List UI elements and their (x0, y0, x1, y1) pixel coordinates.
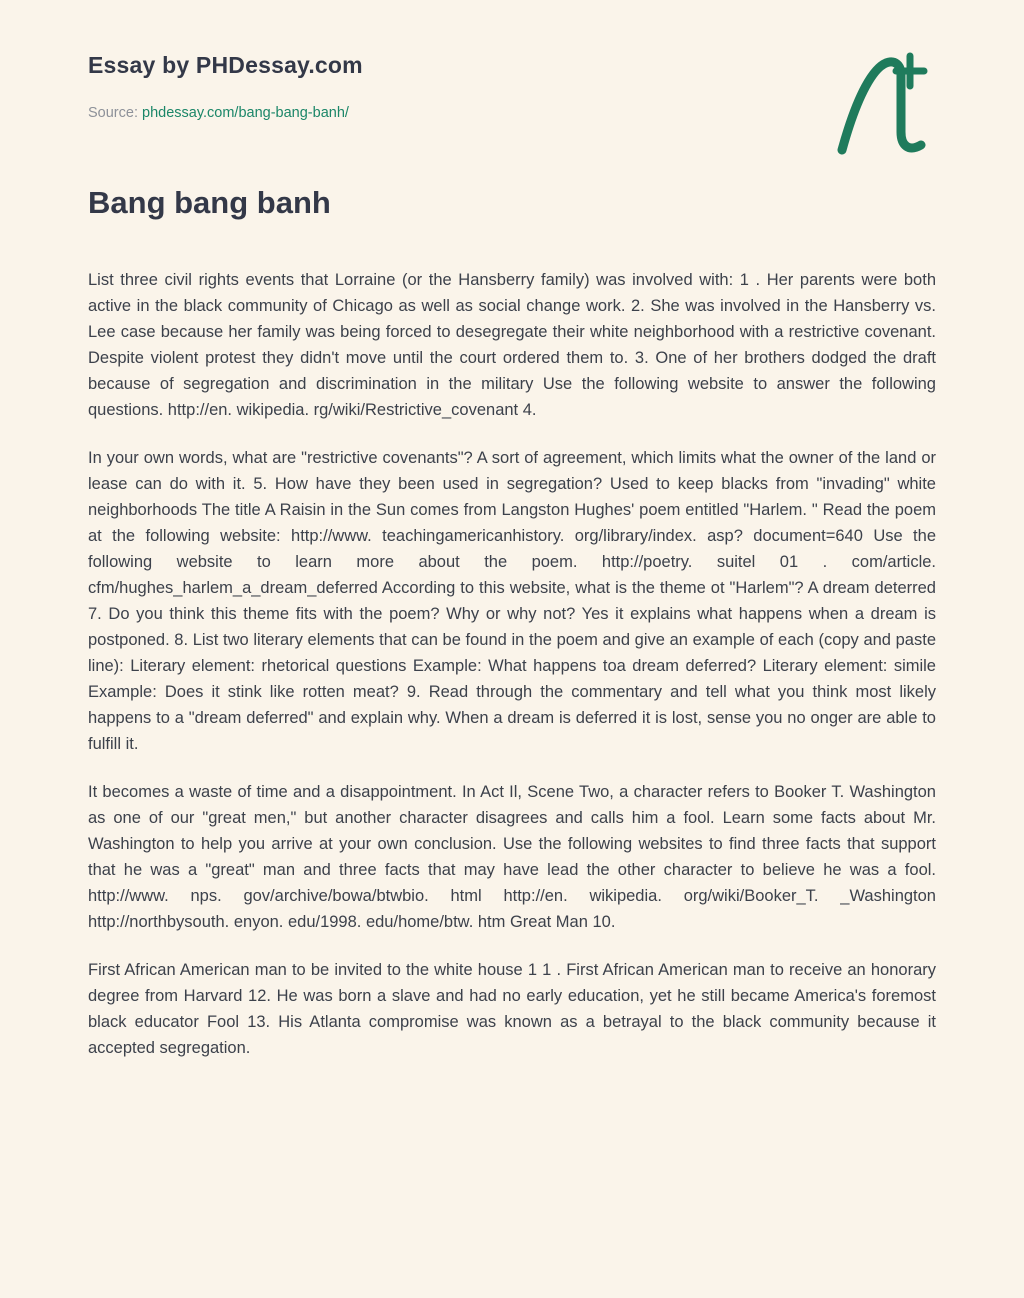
phdessay-logo (828, 48, 932, 164)
article-body (88, 267, 936, 1061)
source-label: Source: (88, 105, 138, 121)
source-line (88, 105, 936, 121)
page-title: Bang bang banh (88, 185, 331, 220)
source-link[interactable]: phdessay.com/bang-bang-banh/ (142, 105, 349, 121)
essay-paragraph: It becomes a waste of time and a disappointment. In Act Il, Scene Two, a character refers to Booker T. Washington as one of our "great men," but another character disagrees and calls him a fool. Learn some facts about Mr. Washington to help you arrive at your own conclusion. Use the following websites to find three facts that support that he was a "great" man and three facts that may have lead the other character to believe he was a fool. http://www. nps. gov/archive/bowa/btwbio. html http://en. wikipedia. org/wiki/Booker_T. _Washington http://northbysouth. enyon. edu/1998. edu/home/btw. htm Great Man 10. (88, 783, 936, 931)
essay-paragraph: First African American man to be invited to the white house 1 1 . First African American man to receive an honorary degree from Harvard 12. He was born a slave and had no early education, yet he still became America's foremost black educator Fool 13. His Atlanta compromise was known as a betrayal to the black community because it accepted segregation. (88, 961, 936, 1057)
essay-byline: Essay by PHDessay.com (88, 52, 363, 78)
a-plus-logo-icon (828, 151, 932, 168)
essay-paragraph: In your own words, what are "restrictive covenants"? A sort of agreement, which limits what the owner of the land or lease can do with it. 5. How have they been used in segregation? Used to keep blacks from "invading" white neighborhoods The title A Raisin in the Sun comes from Langston Hughes' poem entitled "Harlem. " Read the poem at the following website: http://www. teachingamericanhistory. org/library/index. asp? document=640 Use the following website to learn more about the poem. http://poetry. suitel 01 . com/article. cfm/hughes_harlem_a_dream_deferred According to this website, what is the theme ot "Harlem"? A dream deterred 7. Do you think this theme fits with the poem? Why or why not? Yes it explains what happens when a dream is postponed. 8. List two literary elements that can be found in the poem and give an example of each (copy and paste line): Literary element: rhetorical questions Example: What happens toa dream deferred? Literary element: simile Example: Does it stink like rotten meat? 9. Read through the commentary and tell what you think most likely happens to a "dream deferred" and explain why. When a dream is deferred it is lost, sense you no onger are able to fulfill it. (88, 449, 936, 753)
essay-paragraph: List three civil rights events that Lorraine (or the Hansberry family) was involved with: 1 . Her parents were both active in the black community of Chicago as well as social change work. 2. She was involved in the Hansberry vs. Lee case because her family was being forced to desegregate their white neighborhood with a restrictive covenant. Despite violent protest they didn't move until the court ordered them to. 3. One of her brothers dodged the draft because of segregation and discrimination in the military Use the following website to answer the following questions. http://en. wikipedia. rg/wiki/Restrictive_covenant 4. (88, 271, 936, 419)
